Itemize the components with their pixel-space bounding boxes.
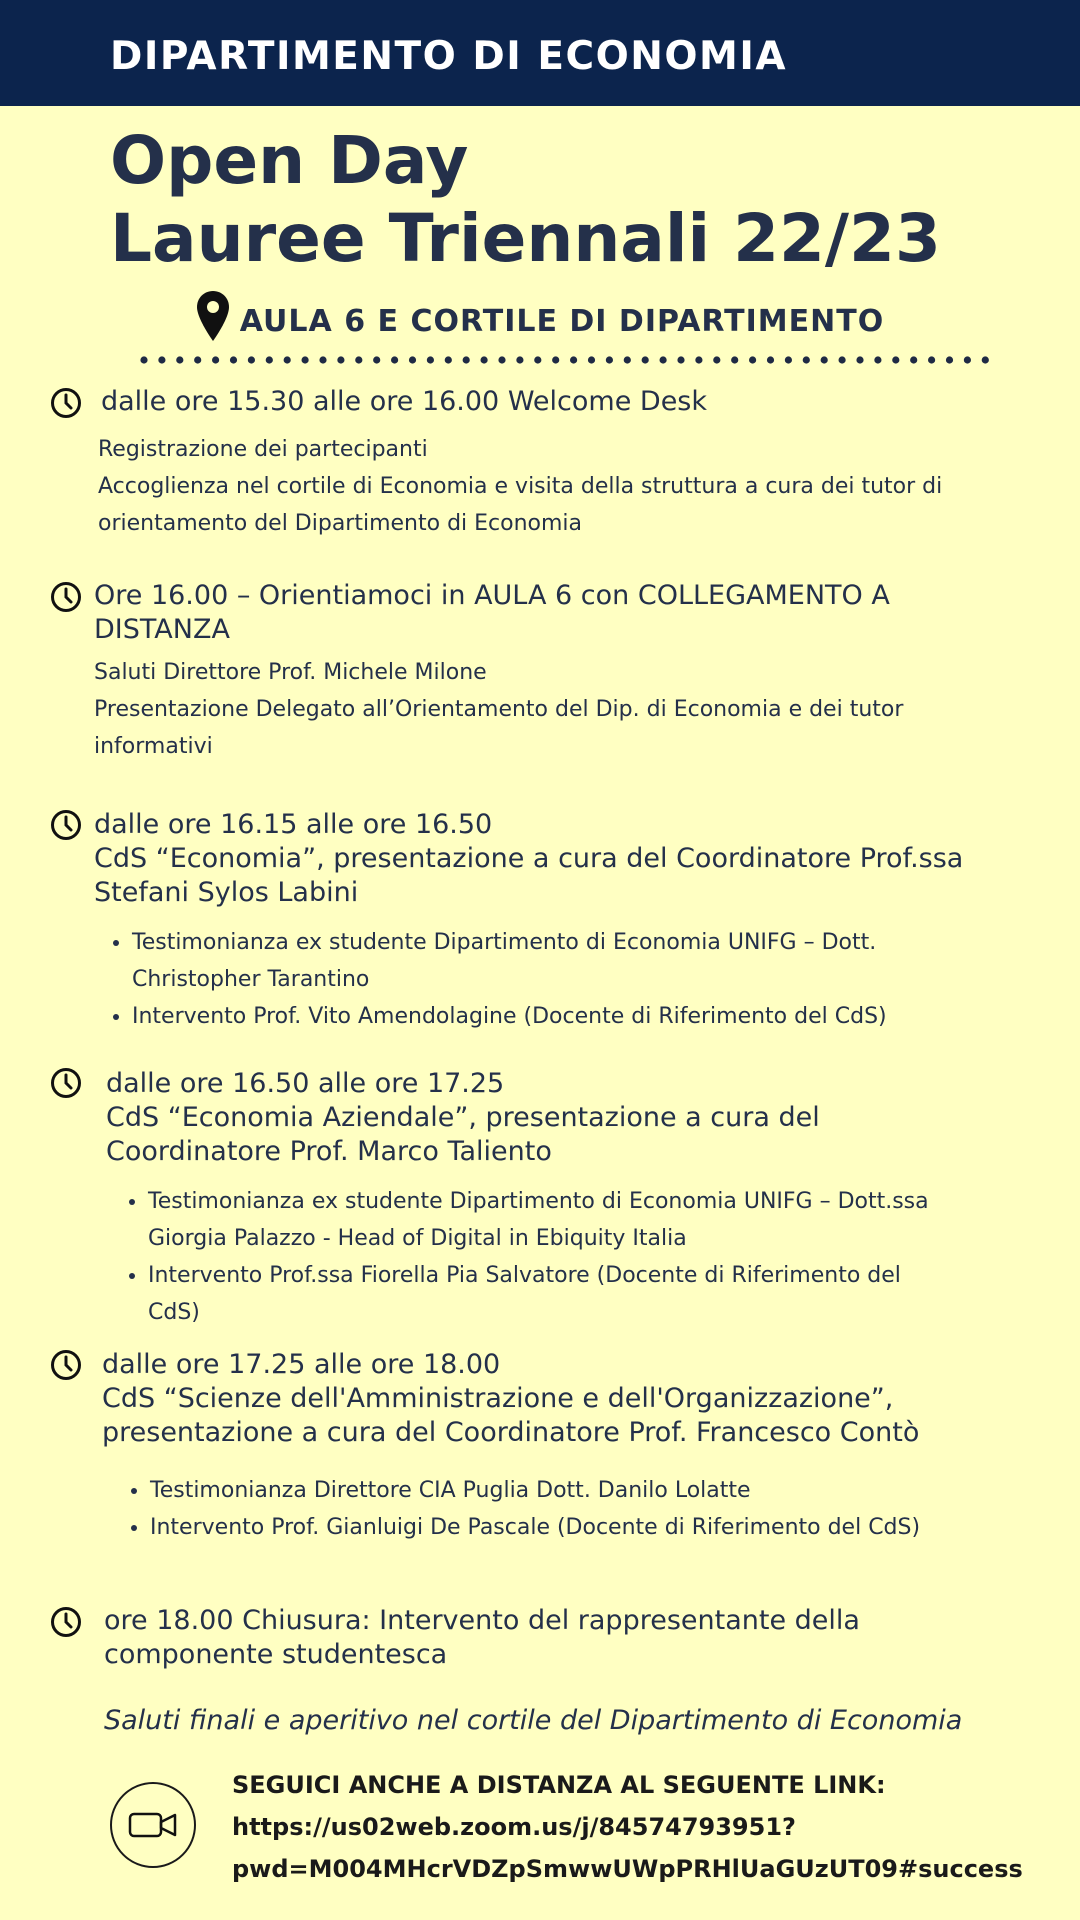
department-title: DIPARTIMENTO DI ECONOMIA (110, 34, 788, 79)
video-call-badge (110, 1782, 196, 1868)
clock-icon (50, 809, 82, 841)
schedule-item-3-heading: dalle ore 16.15 alle ore 16.50 CdS “Economia”, presentazione a cura del Coordinatore Prof.ssa Stefani Sylos Labini (94, 809, 964, 908)
list-item: • Intervento Prof. Gianluigi De Pascale (Docente di Riferimento del CdS) (150, 1509, 920, 1546)
zoom-link[interactable]: https://us02web.zoom.us/j/84574793951? pwd=M004MHcrVDZpSmwwUWpPRHlUaGUzUT09#success (232, 1813, 1023, 1883)
clock-icon (50, 1067, 82, 1099)
schedule-item-5-bullets (122, 1472, 920, 1546)
clock-icon (50, 1349, 82, 1381)
schedule-item-6-heading: ore 18.00 Chiusura: Intervento del rappresentante della componente studentesca (104, 1605, 860, 1670)
dotted-divider (140, 356, 990, 364)
list-item: • Intervento Prof. Vito Amendolagine (Docente di Riferimento del CdS) (132, 998, 887, 1035)
closing-note: Saluti finali e aperitivo nel cortile del Dipartimento di Economia (104, 1705, 963, 1736)
list-item: • Testimonianza ex studente Dipartimento di Economia UNIFG – Dott. Christopher Tarantino (132, 924, 887, 998)
location (0, 296, 1080, 346)
page-title (110, 122, 941, 278)
clock-icon (50, 1606, 82, 1638)
location-pin-icon (196, 290, 230, 342)
list-item: • Testimonianza ex studente Dipartimento di Economia UNIFG – Dott.ssa Giorgia Palazzo - Head of Digital in Ebiquity Italia (148, 1183, 929, 1257)
clock-icon (50, 581, 82, 613)
header-bar (0, 0, 1080, 106)
schedule-item-5-heading: dalle ore 17.25 alle ore 18.00 CdS “Scienze dell'Amministrazione e dell'Organizzazione”, presentazione a cura del Coordinatore Prof. Francesco Contò (102, 1349, 920, 1448)
list-item: • Testimonianza Direttore CIA Puglia Dott. Danilo Lolatte (150, 1472, 920, 1509)
follow-label: SEGUICI ANCHE A DISTANZA AL SEGUENTE LINK: (232, 1771, 886, 1799)
video-camera-icon (128, 1810, 178, 1840)
schedule-item-4-heading: dalle ore 16.50 alle ore 17.25 CdS “Economia Aziendale”, presentazione a cura del Coordinatore Prof. Marco Taliento (106, 1068, 820, 1167)
location-text: AULA 6 E CORTILE DI DIPARTIMENTO (239, 303, 885, 339)
schedule-item-2-heading: Ore 16.00 – Orientiamoci in AULA 6 con COLLEGAMENTO A DISTANZA (94, 580, 890, 645)
schedule-item-1-heading: dalle ore 15.30 alle ore 16.00 Welcome Desk (101, 386, 708, 417)
title-line-1: Open Day (110, 122, 469, 199)
clock-icon (50, 387, 82, 419)
schedule-item-2-text: Saluti Direttore Prof. Michele Milone Presentazione Delegato all’Orientamento del Dip. di Economia e dei tutor informativi (94, 660, 904, 759)
list-item: • Intervento Prof.ssa Fiorella Pia Salvatore (Docente di Riferimento del CdS) (148, 1257, 929, 1331)
schedule-item-3-bullets (104, 924, 887, 1035)
schedule-item-4-bullets (120, 1183, 929, 1331)
zoom-info (232, 1764, 1023, 1890)
title-line-2: Lauree Triennali 22/23 (110, 200, 941, 277)
schedule-item-1-text: Registrazione dei partecipanti Accoglienza nel cortile di Economia e visita della struttura a cura dei tutor di orientamento del Dipartimento di Economia (98, 437, 943, 536)
